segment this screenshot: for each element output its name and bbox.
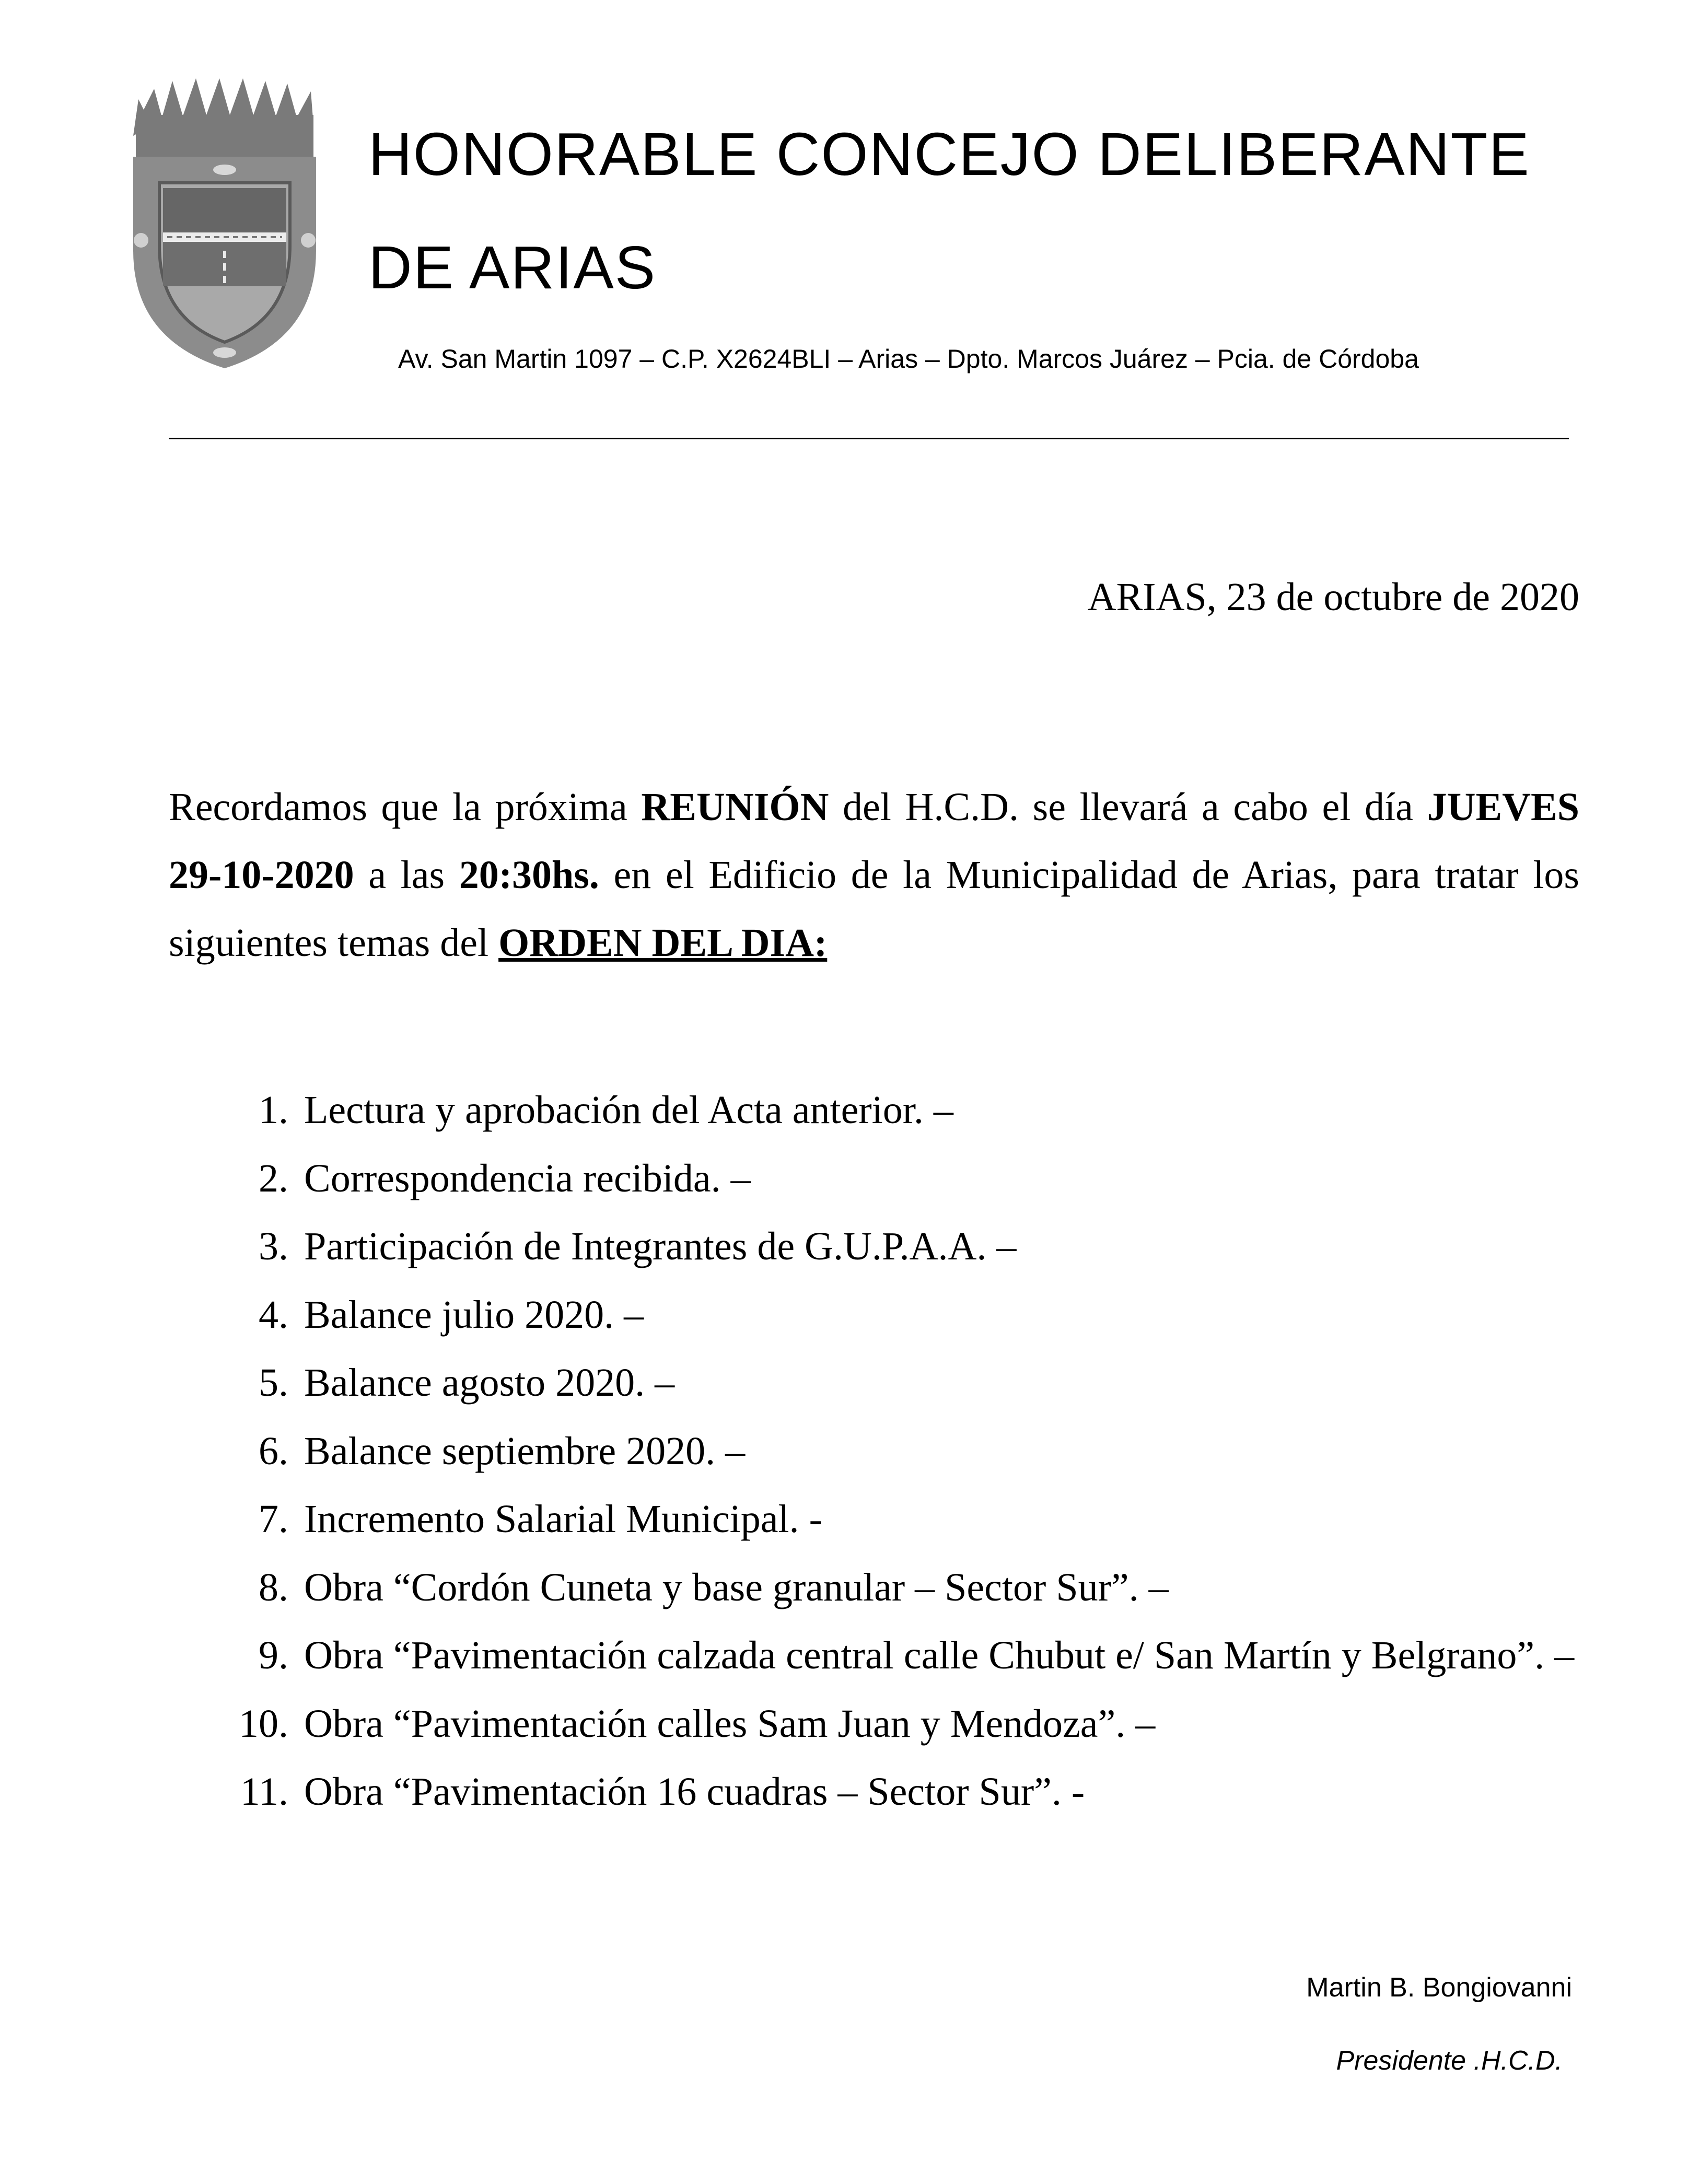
agenda-list <box>225 1076 1583 1826</box>
announcement-meeting: REUNIÓN <box>641 785 829 829</box>
agenda-item-number: 1. <box>259 1088 288 1132</box>
agenda-heading: ORDEN DEL DIA: <box>498 921 828 965</box>
agenda-item <box>225 1281 1583 1349</box>
announcement-text: a las <box>354 853 459 897</box>
agenda-item <box>225 1417 1583 1486</box>
agenda-item <box>225 1690 1583 1758</box>
coat-of-arms-icon <box>131 78 319 371</box>
agenda-item <box>225 1349 1583 1417</box>
agenda-item-text: Incremento Salarial Municipal. - <box>304 1497 822 1541</box>
agenda-item-text: Obra “Cordón Cuneta y base granular – Sector Sur”. – <box>304 1565 1169 1609</box>
agenda-item <box>225 1554 1583 1622</box>
agenda-item-text: Obra “Pavimentación 16 cuadras – Sector Sur”. - <box>304 1770 1085 1814</box>
header-divider <box>169 438 1569 439</box>
agenda-item-number: 11. <box>240 1770 288 1814</box>
meeting-announcement <box>169 773 1579 977</box>
agenda-item-text: Lectura y aprobación del Acta anterior. – <box>304 1088 953 1132</box>
agenda-item-number: 10. <box>239 1701 288 1746</box>
agenda-item-text: Correspondencia recibida. – <box>304 1156 751 1200</box>
agenda-item-number: 8. <box>259 1565 288 1609</box>
signer-role: Presidente .H.C.D. <box>1336 2046 1563 2076</box>
agenda-item-number: 2. <box>259 1156 288 1200</box>
agenda-item-number: 9. <box>259 1633 288 1677</box>
announcement-text: Recordamos que la próxima <box>169 785 642 829</box>
signer-name: Martin B. Bongiovanni <box>1306 1972 1572 2003</box>
agenda-item-text: Obra “Pavimentación calles Sam Juan y Mendoza”. – <box>304 1701 1156 1746</box>
announcement-text: del H.C.D. se llevará a cabo el día <box>829 785 1427 829</box>
agenda-item-number: 7. <box>259 1497 288 1541</box>
agenda-item-text: Balance julio 2020. – <box>304 1292 644 1337</box>
agenda-item-text: Balance agosto 2020. – <box>304 1361 675 1405</box>
agenda-item-text: Balance septiembre 2020. – <box>304 1429 746 1473</box>
agenda-item <box>225 1076 1583 1144</box>
agenda-item-text: Obra “Pavimentación calzada central calle Chubut e/ San Martín y Belgrano”. – <box>304 1633 1575 1677</box>
council-address: Av. San Martin 1097 – C.P. X2624BLI – Arias – Dpto. Marcos Juárez – Pcia. de Córdoba <box>398 344 1419 373</box>
announcement-time: 20:30hs. <box>459 853 599 897</box>
agenda-item-number: 5. <box>259 1361 288 1405</box>
letter-date: ARIAS, 23 de octubre de 2020 <box>1087 575 1579 619</box>
agenda-item <box>225 1758 1583 1826</box>
agenda-item <box>225 1212 1583 1281</box>
agenda-item-text: Participación de Integrantes de G.U.P.A.A. – <box>304 1224 1017 1268</box>
agenda-item <box>225 1144 1583 1213</box>
agenda-item-number: 6. <box>259 1429 288 1473</box>
agenda-item-number: 3. <box>259 1224 288 1268</box>
announcement-text: en el Edificio de la Municipalidad de Arias, para tratar los siguientes temas del <box>169 853 1580 965</box>
council-title-line-2: DE ARIAS <box>368 233 657 301</box>
agenda-item <box>225 1485 1583 1554</box>
agenda-item-number: 4. <box>259 1292 288 1337</box>
agenda-item <box>225 1621 1583 1690</box>
council-title-line-1: HONORABLE CONCEJO DELIBERANTE <box>368 120 1530 188</box>
announcement-day: JUEVES 29-10-2020 <box>169 785 1579 897</box>
